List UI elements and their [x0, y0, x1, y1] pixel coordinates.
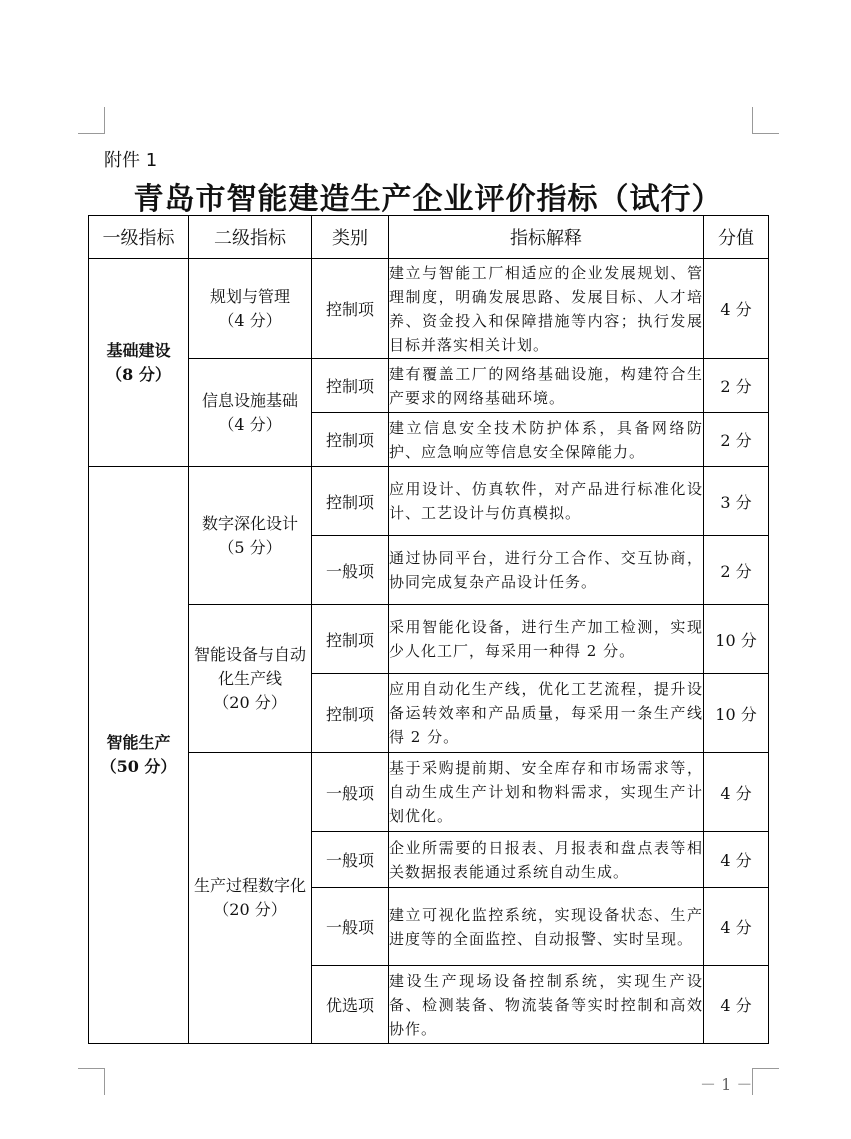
category-cell: 一般项: [312, 753, 389, 832]
description-cell: 采用智能化设备，进行生产加工检测，实现少人化工厂，每采用一种得 2 分。: [389, 605, 704, 674]
category-cell: 一般项: [312, 832, 389, 888]
score-cell: 4 分: [704, 753, 769, 832]
crop-mark-bottom-right: [752, 1068, 779, 1095]
column-header: 指标解释: [389, 216, 704, 259]
category-cell: 一般项: [312, 536, 389, 605]
level2-cell: [189, 605, 312, 753]
level2-score: （4 分）: [218, 414, 282, 434]
category-cell: 控制项: [312, 259, 389, 359]
evaluation-table: [88, 215, 769, 1044]
column-header: 类别: [312, 216, 389, 259]
description-cell: 企业所需要的日报表、月报表和盘点表等相关数据报表能通过系统自动生成。: [389, 832, 704, 888]
description-cell: 通过协同平台，进行分工合作、交互协商，协同完成复杂产品设计任务。: [389, 536, 704, 605]
attachment-label: 附件 1: [104, 150, 158, 171]
score-cell: 2 分: [704, 359, 769, 413]
level1-score: （50 分）: [100, 757, 177, 776]
score-cell: 2 分: [704, 536, 769, 605]
level1-cell: [89, 259, 189, 467]
column-header: 二级指标: [189, 216, 312, 259]
description-cell: 应用自动化生产线，优化工艺流程，提升设备运转效率和产品质量，每采用一条生产线得 2 分。: [389, 674, 704, 753]
category-cell: 控制项: [312, 359, 389, 413]
category-cell: 控制项: [312, 467, 389, 536]
category-cell: 控制项: [312, 605, 389, 674]
level2-score: （5 分）: [218, 537, 282, 557]
category-cell: 优选项: [312, 966, 389, 1044]
level1-name: 智能生产: [106, 733, 171, 752]
level1-name: 基础建设: [106, 340, 171, 360]
description-cell: 基于采购提前期、安全库存和市场需求等，自动生成生产计划和物料需求，实现生产计划优化。: [389, 753, 704, 832]
level2-score: （4 分）: [218, 310, 282, 330]
description-cell: 建立与智能工厂相适应的企业发展规划、管理制度，明确发展思路、发展目标、人才培养、资金投入和保障措施等内容；执行发展目标并落实相关计划。: [389, 259, 704, 359]
category-cell: 控制项: [312, 674, 389, 753]
score-cell: 4 分: [704, 888, 769, 966]
score-cell: 10 分: [704, 674, 769, 753]
description-cell: 建立信息安全技术防护体系，具备网络防护、应急响应等信息安全保障能力。: [389, 413, 704, 467]
document-title: 青岛市智能建造生产企业评价指标（试行）: [133, 182, 723, 217]
level2-cell: [189, 259, 312, 359]
level2-cell: [189, 753, 312, 1044]
description-cell: 应用设计、仿真软件，对产品进行标准化设计、工艺设计与仿真模拟。: [389, 467, 704, 536]
table-row: [89, 467, 769, 536]
level2-cell: [189, 359, 312, 467]
level2-name: 信息设施基础: [201, 390, 298, 410]
level2-name: 智能设备与自动化生产线: [193, 644, 306, 688]
level2-cell: [189, 467, 312, 605]
crop-mark-bottom-left: [78, 1068, 105, 1095]
description-cell: 建有覆盖工厂的网络基础设施，构建符合生产要求的网络基础环境。: [389, 359, 704, 413]
level2-name: 数字深化设计: [201, 513, 298, 533]
score-cell: 3 分: [704, 467, 769, 536]
table-row: [89, 259, 769, 359]
level2-name: 规划与管理: [209, 286, 290, 306]
score-cell: 10 分: [704, 605, 769, 674]
table-row: [89, 753, 769, 832]
score-cell: 4 分: [704, 259, 769, 359]
table-row: [89, 359, 769, 413]
table-header-row: [89, 216, 769, 259]
crop-mark-top-right: [752, 107, 779, 134]
category-cell: 控制项: [312, 413, 389, 467]
crop-mark-top-left: [78, 107, 105, 134]
category-cell: 一般项: [312, 888, 389, 966]
score-cell: 4 分: [704, 966, 769, 1044]
level2-name: 生产过程数字化（20 分）: [193, 876, 306, 919]
level1-score: （8 分）: [106, 364, 171, 384]
level2-score: （20 分）: [213, 692, 287, 712]
table-row: [89, 605, 769, 674]
score-cell: 2 分: [704, 413, 769, 467]
level1-cell: [89, 467, 189, 1044]
description-cell: 建设生产现场设备控制系统，实现生产设备、检测装备、物流装备等实时控制和高效协作。: [389, 966, 704, 1044]
score-cell: 4 分: [704, 832, 769, 888]
page-number: － 1 －: [700, 1075, 753, 1094]
description-cell: 建立可视化监控系统，实现设备状态、生产进度等的全面监控、自动报警、实时呈现。: [389, 888, 704, 966]
column-header: 分值: [704, 216, 769, 259]
column-header: 一级指标: [89, 216, 189, 259]
